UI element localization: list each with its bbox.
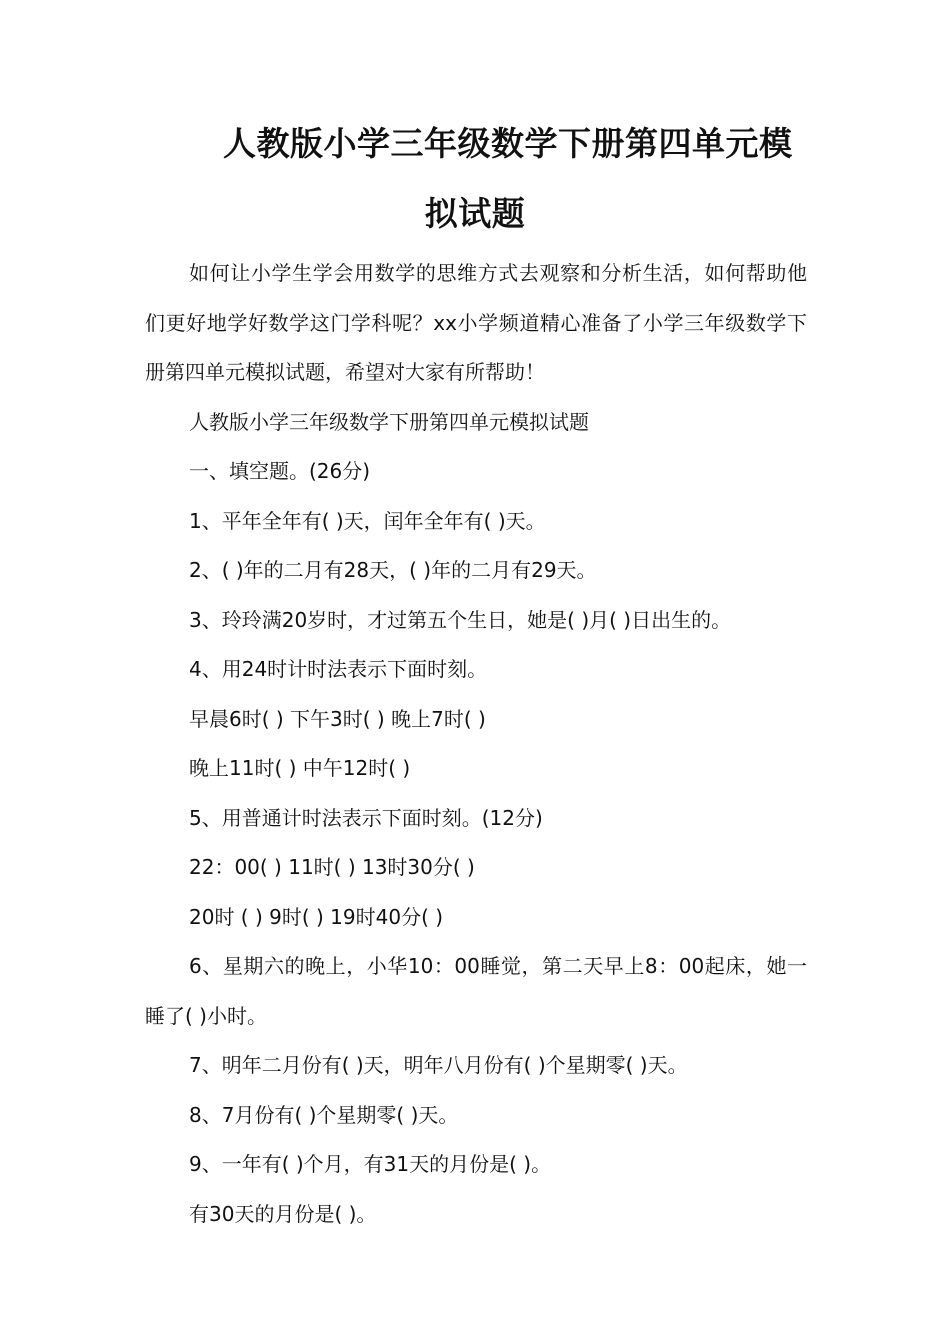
question-9-line-b: 有30天的月份是( )。 bbox=[189, 1201, 377, 1226]
question-6: 6、星期六的晚上，小华10：00睡觉，第二天早上8：00起床，她一睡了( )小时。 bbox=[145, 954, 807, 1028]
question-7: 7、明年二月份有( )天，明年八月份有( )个星期零( )天。 bbox=[189, 1053, 688, 1077]
question-1: 1、平年全年有( )天，闰年全年有( )天。 bbox=[189, 508, 546, 533]
subtitle: 人教版小学三年级数学下册第四单元模拟试题 bbox=[189, 409, 589, 434]
question-5-line-a: 22：00( ) 11时( ) 13时30分( ) bbox=[189, 855, 475, 879]
question-4-line-b: 晚上11时( ) 中午12时( ) bbox=[189, 756, 411, 780]
document-title-line2: 拟试题 bbox=[424, 194, 526, 233]
question-3: 3、玲玲满20岁时，才过第五个生日，她是( )月( )日出生的。 bbox=[189, 607, 732, 632]
question-5-line-b: 20时 ( ) 9时( ) 19时40分( ) bbox=[189, 904, 444, 929]
question-8: 8、7月份有( )个星期零( )天。 bbox=[189, 1102, 459, 1127]
question-9: 9、一年有( )个月，有31天的月份是( )。 bbox=[189, 1152, 552, 1176]
document-title-line1: 人教版小学三年级数学下册第四单元模 bbox=[223, 124, 793, 163]
section-heading-fill-blank: 一、填空题。(26分) bbox=[189, 459, 371, 483]
intro-paragraph: 如何让小学生学会用数学的思维方式去观察和分析生活，如何帮助他们更好地学好数学这门学科呢？xx小学频道精心准备了小学三年级数学下册第四单元模拟试题，希望对大家有所帮助！ bbox=[145, 261, 807, 384]
question-4: 4、用24时计时法表示下面时刻。 bbox=[189, 657, 488, 681]
question-5: 5、用普通计时法表示下面时刻。(12分) bbox=[189, 805, 543, 830]
question-4-line-a: 早晨6时( ) 下午3时( ) 晚上7时( ) bbox=[189, 706, 486, 731]
document-body bbox=[145, 249, 807, 1239]
question-2: 2、( )年的二月有28天，( )年的二月有29天。 bbox=[189, 558, 597, 582]
